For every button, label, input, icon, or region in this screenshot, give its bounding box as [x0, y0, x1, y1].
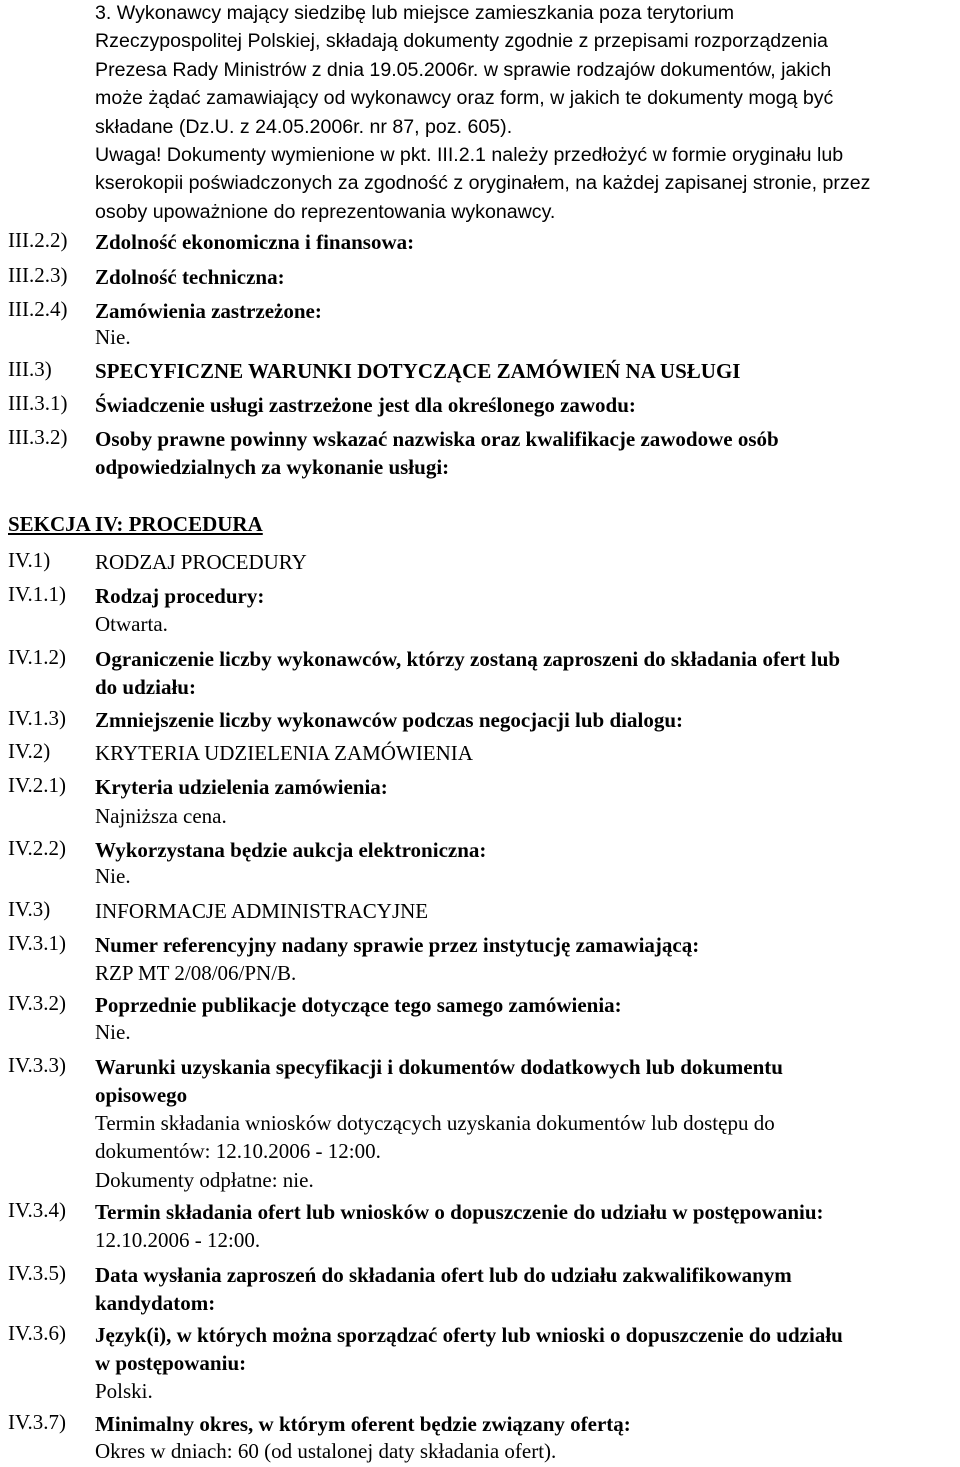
item-title: Zdolność ekonomiczna i finansowa: — [95, 230, 415, 254]
item-title: Zmniejszenie liczby wykonawców podczas negocjacji lub dialogu: — [95, 708, 683, 732]
intro-line: 3. Wykonawcy mający siedzibę lub miejsce zamieszkania poza terytorium — [95, 2, 735, 24]
item-value: Okres w dniach: 60 (od ustalonej daty składania ofert). — [95, 1439, 557, 1463]
item-number: IV.1) — [8, 548, 51, 572]
item-number: III.2.2) — [8, 228, 68, 252]
item-number: IV.3.3) — [8, 1053, 66, 1077]
item-number: IV.1.2) — [8, 645, 66, 669]
item-number: IV.2) — [8, 739, 51, 763]
item-title: Osoby prawne powinny wskazać nazwiska oraz kwalifikacje zawodowe osób odpowiedzialnych za wykonanie usługi: — [95, 427, 779, 480]
item-number: IV.3.4) — [8, 1198, 66, 1222]
item-title: Rodzaj procedury: — [95, 584, 265, 608]
intro-line: Rzeczypospolitej Polskiej, składają dokumenty zgodnie z przepisami rozporządzenia — [95, 30, 828, 53]
item-value: Polski. — [95, 1379, 153, 1403]
item-number: IV.1.3) — [8, 706, 66, 730]
item-title: Numer referencyjny nadany sprawie przez instytucję zamawiającą: — [95, 933, 700, 957]
item-title: Zamówienia zastrzeżone: — [95, 299, 322, 323]
item-number: IV.3.6) — [8, 1321, 66, 1345]
section-heading: SEKCJA IV: PROCEDURA — [8, 512, 263, 536]
note-line: Uwaga! Dokumenty wymienione w pkt. III.2.1 należy przedłożyć w formie oryginału lub — [95, 144, 844, 167]
item-value: RZP MT 2/08/06/PN/B. — [95, 961, 297, 985]
note-line: kserokopii poświadczonych za zgodność z oryginałem, na każdej zapisanej stronie, przez — [95, 172, 871, 195]
item-number: IV.3.1) — [8, 931, 66, 955]
item-title: Data wysłania zaproszeń do składania ofert lub do udziału zakwalifikowanym kandydatom: — [95, 1263, 792, 1316]
intro-line: składane (Dz.U. z 24.05.2006r. nr 87, poz. 605). — [95, 115, 513, 138]
item-value: 12.10.2006 - 12:00. — [95, 1228, 261, 1252]
item-title: Termin składania ofert lub wniosków o dopuszczenie do udziału w postępowaniu: — [95, 1200, 824, 1224]
item-number: IV.2.2) — [8, 836, 66, 860]
item-number: III.3) — [8, 357, 52, 381]
item-value: Nie. — [95, 1020, 131, 1044]
item-number: III.3.1) — [8, 391, 68, 415]
item-title: Wykorzystana będzie aukcja elektroniczna: — [95, 838, 487, 862]
item-number: III.3.2) — [8, 425, 68, 449]
item-number: IV.3.7) — [8, 1410, 66, 1434]
item-number: IV.2.1) — [8, 773, 66, 797]
item-value: Otwarta. — [95, 612, 168, 636]
intro-line: Prezesa Rady Ministrów z dnia 19.05.2006r. w sprawie rodzajów dokumentów, jakich — [95, 58, 832, 81]
item-title: Warunki uzyskania specyfikacji i dokumentów dodatkowych lub dokumentu opisowego — [95, 1055, 783, 1108]
item-title: Kryteria udzielenia zamówienia: — [95, 775, 388, 799]
item-title: Ograniczenie liczby wykonawców, którzy zostaną zaproszeni do składania ofert lub do udziału: — [95, 647, 841, 700]
item-number: IV.1.1) — [8, 582, 66, 606]
item-title: Język(i), w których można sporządzać oferty lub wnioski o dopuszczenie do udziału w postępowaniu: — [95, 1323, 843, 1376]
item-title: SPECYFICZNE WARUNKI DOTYCZĄCE ZAMÓWIEŃ NA USŁUGI — [95, 359, 741, 383]
item-value: Termin składania wniosków dotyczących uzyskania dokumentów lub dostępu do dokumentów: 12.10.2006 - 12:00. Dokumenty odpłatne: nie. — [95, 1111, 775, 1192]
item-number: III.2.4) — [8, 297, 68, 321]
intro-line: może żądać zamawiający od wykonawcy oraz form, w jakich te dokumenty mogą być — [95, 87, 834, 110]
item-title: Zdolność techniczna: — [95, 265, 285, 289]
item-title: Poprzednie publikacje dotyczące tego samego zamówienia: — [95, 993, 622, 1017]
item-title: RODZAJ PROCEDURY — [95, 550, 307, 574]
note-line: osoby upoważnione do reprezentowania wykonawcy. — [95, 200, 556, 223]
item-number: IV.3.2) — [8, 991, 66, 1015]
item-value: Nie. — [95, 864, 131, 888]
item-value: Najniższa cena. — [95, 804, 227, 828]
item-number: IV.3.5) — [8, 1261, 66, 1285]
intro-paragraph — [95, 0, 957, 226]
item-title: Minimalny okres, w którym oferent będzie związany ofertą: — [95, 1412, 631, 1436]
item-number: III.2.3) — [8, 263, 68, 287]
item-number: IV.3) — [8, 897, 51, 921]
item-title: INFORMACJE ADMINISTRACYJNE — [95, 899, 429, 923]
item-title: Świadczenie usługi zastrzeżone jest dla określonego zawodu: — [95, 393, 636, 417]
item-title: KRYTERIA UDZIELENIA ZAMÓWIENIA — [95, 741, 473, 765]
item-value: Nie. — [95, 325, 131, 349]
